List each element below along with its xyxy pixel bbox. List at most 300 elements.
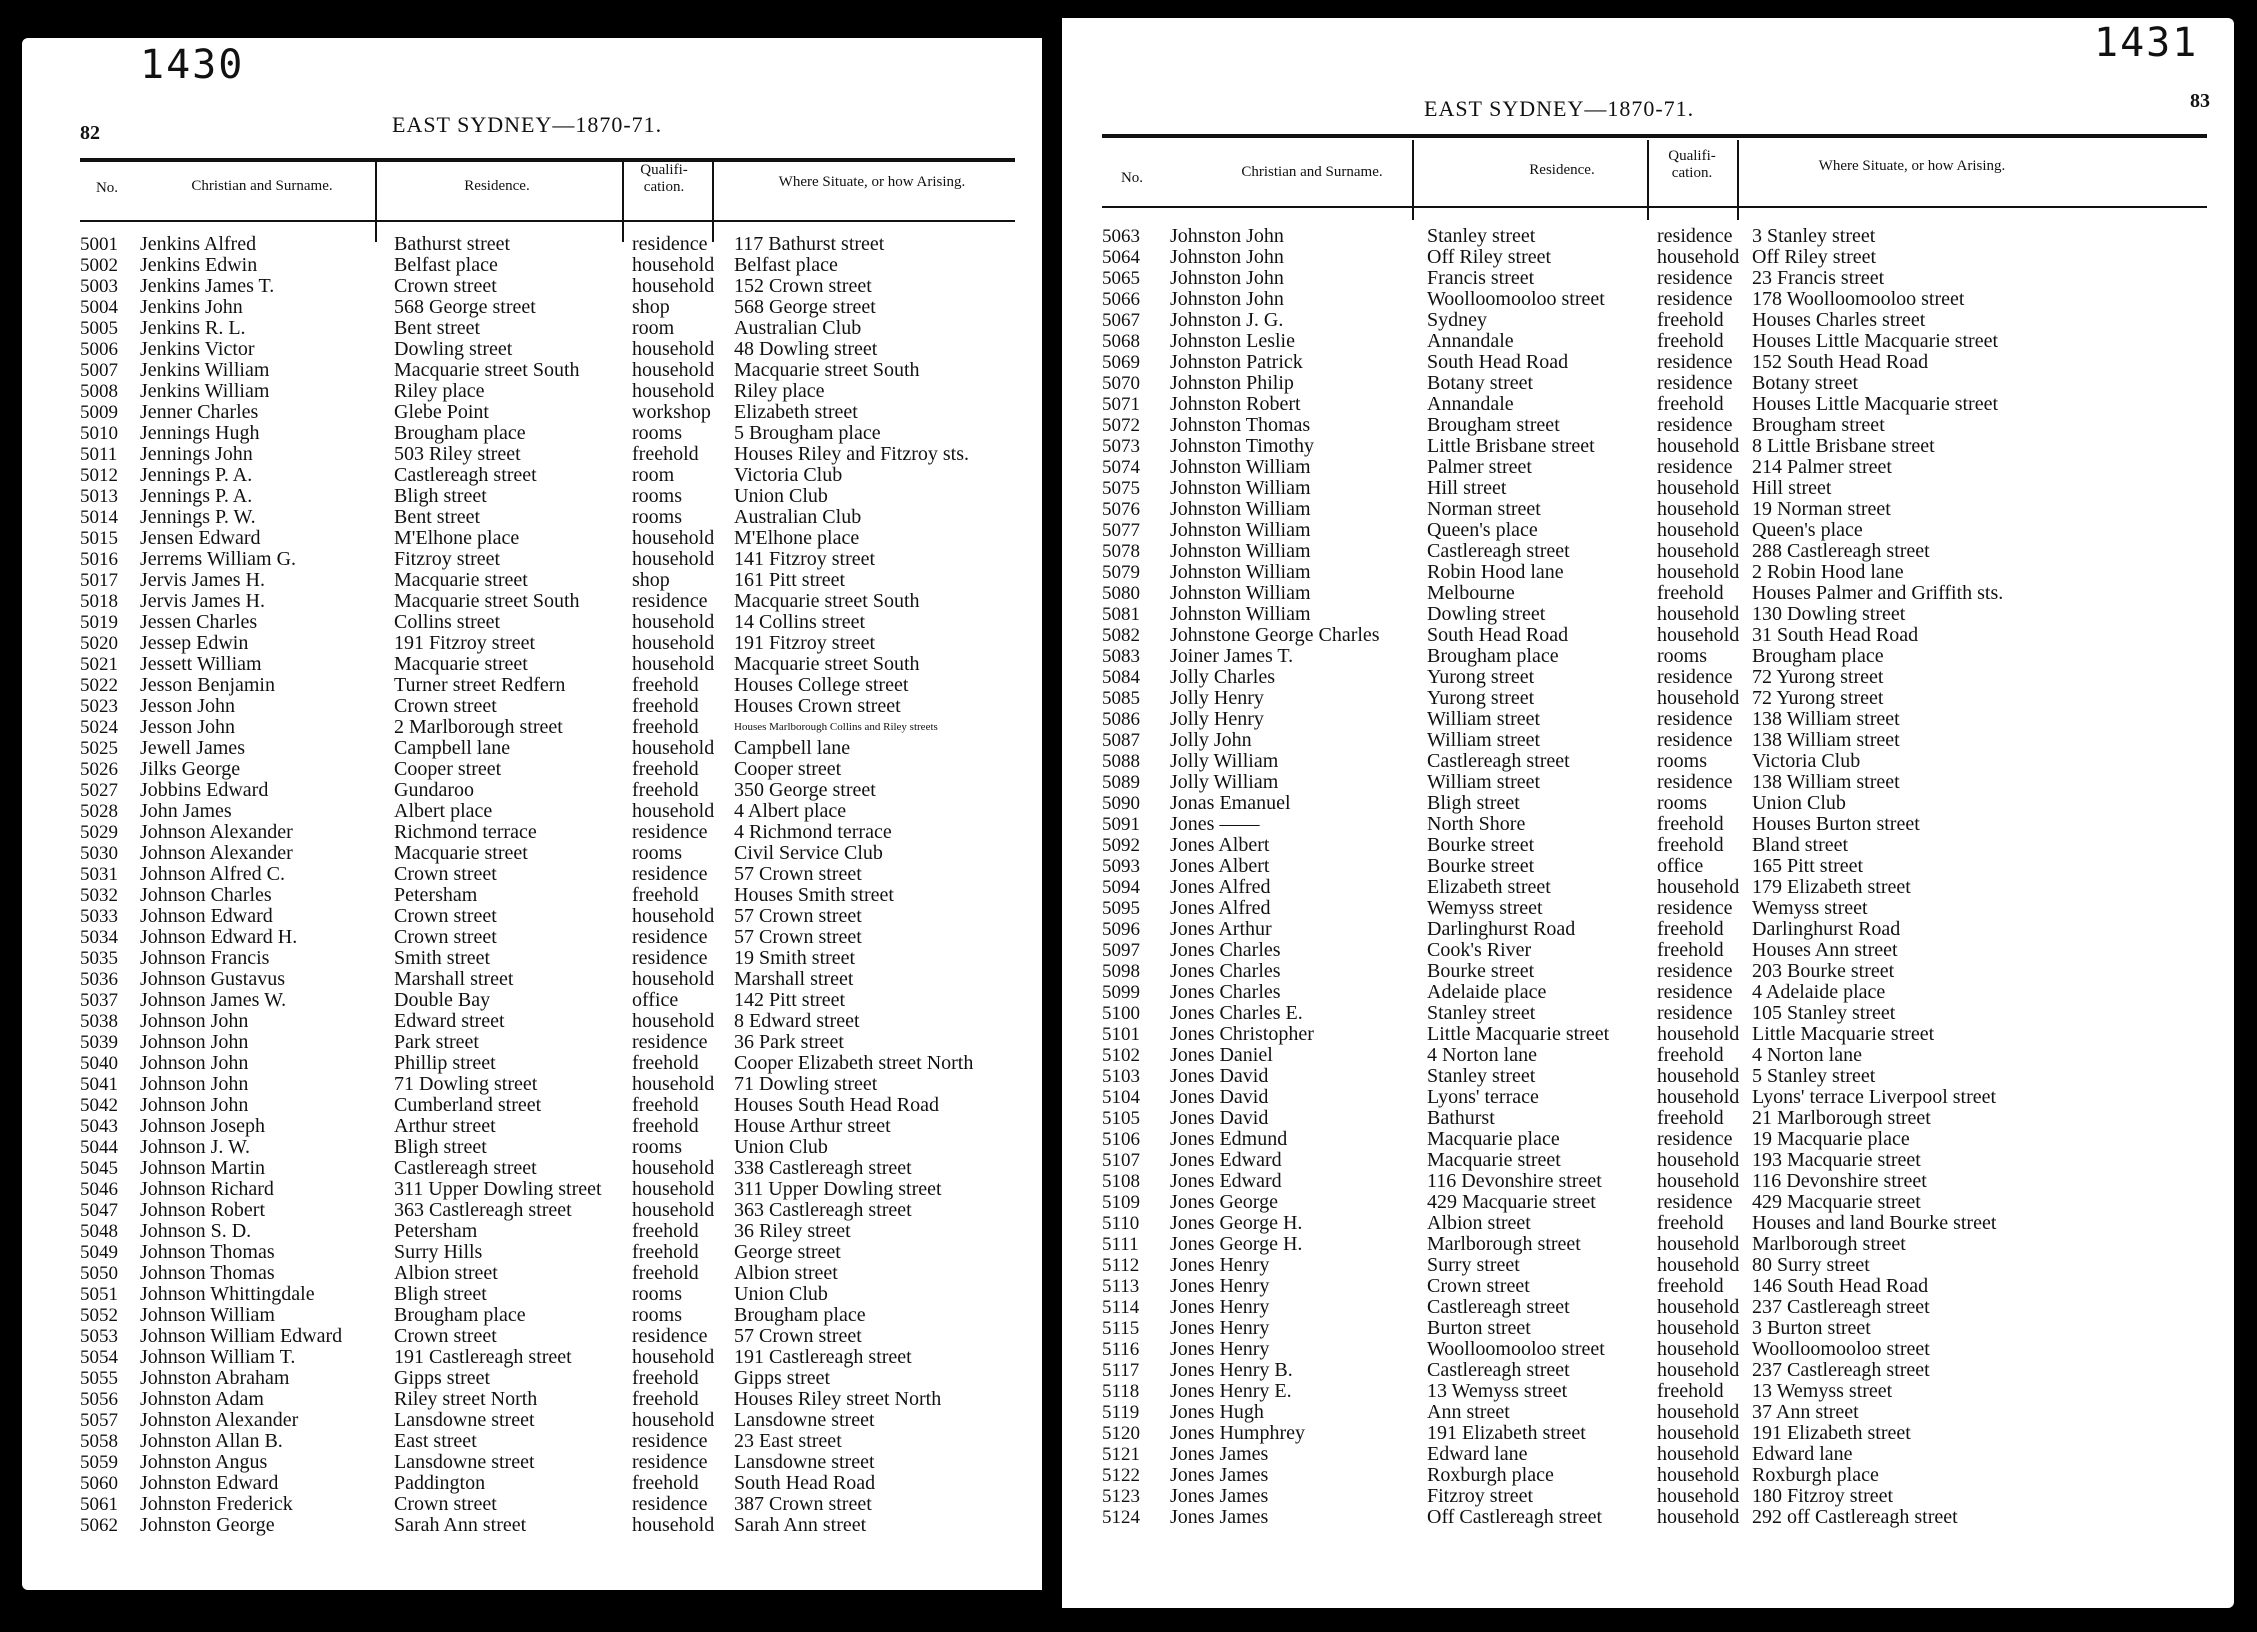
situation-cell: George street: [734, 1241, 841, 1263]
entry-number: 5080: [1102, 583, 1140, 604]
situation-cell: Houses and land Bourke street: [1752, 1212, 1997, 1234]
table-row: [22, 885, 1022, 906]
table-row: [22, 549, 1022, 570]
residence-cell: 71 Dowling street: [394, 1073, 538, 1095]
entry-number: 5029: [80, 822, 118, 843]
residence-cell: Riley street North: [394, 1388, 538, 1410]
entry-number: 5081: [1102, 604, 1140, 625]
entry-number: 5070: [1102, 373, 1140, 394]
elector-name: Jones James: [1170, 1485, 1269, 1507]
elector-name: Johnston William: [1170, 540, 1311, 562]
residence-cell: Brougham place: [394, 1304, 526, 1326]
qualification-cell: rooms: [632, 422, 682, 444]
qualification-cell: household: [632, 1199, 715, 1221]
entry-number: 5092: [1102, 835, 1140, 856]
entry-number: 5097: [1102, 940, 1140, 961]
table-row: [22, 843, 1022, 864]
qualification-cell: household: [1657, 1338, 1740, 1360]
situation-cell: 3 Burton street: [1752, 1317, 1871, 1339]
elector-name: Jilks George: [140, 758, 241, 780]
qualification-cell: household: [1657, 498, 1740, 520]
elector-name: Jolly William: [1170, 750, 1279, 772]
entry-number: 5027: [80, 780, 118, 801]
entry-number: 5042: [80, 1095, 118, 1116]
situation-cell: 71 Dowling street: [734, 1073, 878, 1095]
entry-number: 5116: [1102, 1339, 1140, 1360]
table-row: [22, 801, 1022, 822]
situation-cell: 203 Bourke street: [1752, 960, 1895, 982]
elector-name: Johnson Edward H.: [140, 926, 298, 948]
entry-number: 5083: [1102, 646, 1140, 667]
elector-name: Johnson Joseph: [140, 1115, 266, 1137]
entry-number: 5007: [80, 360, 118, 381]
elector-name: Jones Edward: [1170, 1149, 1282, 1171]
situation-cell: Hill street: [1752, 477, 1832, 499]
situation-cell: 19 Norman street: [1752, 498, 1891, 520]
table-row: [22, 1284, 1022, 1305]
elector-name: Jones George: [1170, 1191, 1278, 1213]
situation-cell: 105 Stanley street: [1752, 1002, 1896, 1024]
qualification-cell: residence: [1657, 288, 1733, 310]
entry-number: 5015: [80, 528, 118, 549]
residence-cell: Albert place: [394, 800, 493, 822]
residence-cell: Bligh street: [394, 1136, 487, 1158]
qualification-cell: household: [632, 905, 715, 927]
residence-cell: Macquarie street South: [394, 590, 580, 612]
elector-name: Johnson Martin: [140, 1157, 265, 1179]
entry-number: 5118: [1102, 1381, 1140, 1402]
elector-name: Johnson Francis: [140, 947, 270, 969]
residence-cell: 116 Devonshire street: [1427, 1170, 1602, 1192]
situation-cell: 48 Dowling street: [734, 338, 878, 360]
table-row: [22, 339, 1022, 360]
table-row: [22, 1326, 1022, 1347]
entry-number: 5074: [1102, 457, 1140, 478]
elector-name: Jessep Edwin: [140, 632, 249, 654]
table-row: [1062, 1297, 2222, 1318]
entry-number: 5089: [1102, 772, 1140, 793]
qualification-cell: household: [1657, 1296, 1740, 1318]
column-header-residence: Residence.: [464, 178, 530, 194]
elector-name: Johnson William: [140, 1304, 275, 1326]
elector-name: Jones David: [1170, 1107, 1269, 1129]
table-row: [1062, 856, 2222, 877]
entry-number: 5035: [80, 948, 118, 969]
qualification-cell: freehold: [1657, 330, 1724, 352]
entry-number: 5082: [1102, 625, 1140, 646]
qualification-cell: household: [632, 275, 715, 297]
entry-number: 5066: [1102, 289, 1140, 310]
qualification-cell: household: [1657, 561, 1740, 583]
entry-number: 5011: [80, 444, 118, 465]
entry-number: 5076: [1102, 499, 1140, 520]
qualification-cell: residence: [1657, 456, 1733, 478]
qualification-cell: household: [1657, 1506, 1740, 1528]
entry-number: 5117: [1102, 1360, 1140, 1381]
situation-cell: Queen's place: [1752, 519, 1863, 541]
entry-number: 5106: [1102, 1129, 1140, 1150]
residence-cell: Dowling street: [1427, 603, 1546, 625]
qualification-cell: household: [1657, 246, 1740, 268]
residence-cell: 191 Elizabeth street: [1427, 1422, 1586, 1444]
situation-cell: Victoria Club: [1752, 750, 1861, 772]
elector-name: Johnston William: [1170, 519, 1311, 541]
qualification-cell: freehold: [632, 758, 699, 780]
situation-cell: Victoria Club: [734, 464, 843, 486]
situation-cell: 237 Castlereagh street: [1752, 1296, 1930, 1318]
situation-cell: 142 Pitt street: [734, 989, 846, 1011]
elector-name: Jolly Henry: [1170, 687, 1264, 709]
entry-number: 5048: [80, 1221, 118, 1242]
situation-cell: 237 Castlereagh street: [1752, 1359, 1930, 1381]
qualification-cell: residence: [1657, 1191, 1733, 1213]
entry-number: 5124: [1102, 1507, 1140, 1528]
elector-name: Jones Henry: [1170, 1296, 1270, 1318]
elector-name: Jones David: [1170, 1086, 1269, 1108]
elector-name: Jenkins Edwin: [140, 254, 258, 276]
table-row: [22, 633, 1022, 654]
elector-name: Jones Henry B.: [1170, 1359, 1293, 1381]
qualification-cell: rooms: [632, 506, 682, 528]
elector-name: Johnston Abraham: [140, 1367, 290, 1389]
situation-cell: Houses Riley street North: [734, 1388, 942, 1410]
folio-number: 1430: [140, 42, 245, 88]
elector-name: Jones Charles: [1170, 960, 1281, 982]
situation-cell: Marlborough street: [1752, 1233, 1906, 1255]
table-row: [1062, 226, 2222, 247]
entry-number: 5105: [1102, 1108, 1140, 1129]
situation-cell: 57 Crown street: [734, 863, 862, 885]
elector-name: Johnston J. G.: [1170, 309, 1284, 331]
residence-cell: Elizabeth street: [1427, 876, 1551, 898]
situation-cell: 23 Francis street: [1752, 267, 1885, 289]
residence-cell: Burton street: [1427, 1317, 1531, 1339]
elector-name: Johnston William: [1170, 603, 1311, 625]
entry-number: 5069: [1102, 352, 1140, 373]
situation-cell: Union Club: [734, 485, 828, 507]
situation-cell: 72 Yurong street: [1752, 687, 1884, 709]
qualification-cell: household: [632, 548, 715, 570]
elector-name: Johnston Edward: [140, 1472, 279, 1494]
entry-number: 5098: [1102, 961, 1140, 982]
qualification-cell: residence: [632, 590, 708, 612]
situation-cell: Cooper Elizabeth street North: [734, 1052, 974, 1074]
table-row: [22, 1095, 1022, 1116]
qualification-cell: household: [1657, 1170, 1740, 1192]
qualification-cell: rooms: [632, 1304, 682, 1326]
qualification-cell: freehold: [632, 884, 699, 906]
entry-number: 5122: [1102, 1465, 1140, 1486]
situation-cell: Darlinghurst Road: [1752, 918, 1901, 940]
column-header-qualification: Qualifi-cation.: [1668, 148, 1716, 181]
table-row: [1062, 793, 2222, 814]
residence-cell: Macquarie street: [394, 653, 528, 675]
entry-number: 5065: [1102, 268, 1140, 289]
residence-cell: Brougham street: [1427, 414, 1560, 436]
situation-cell: Bland street: [1752, 834, 1849, 856]
situation-cell: Macquarie street South: [734, 653, 920, 675]
residence-cell: Glebe Point: [394, 401, 489, 423]
qualification-cell: household: [1657, 1254, 1740, 1276]
entry-number: 5003: [80, 276, 118, 297]
elector-name: Jessett William: [140, 653, 262, 675]
situation-cell: 363 Castlereagh street: [734, 1199, 912, 1221]
qualification-cell: residence: [1657, 666, 1733, 688]
situation-cell: Houses Marlborough Collins and Riley streets: [734, 721, 938, 733]
entry-number: 5050: [80, 1263, 118, 1284]
situation-cell: 31 South Head Road: [1752, 624, 1919, 646]
qualification-cell: household: [632, 1346, 715, 1368]
entry-number: 5058: [80, 1431, 118, 1452]
residence-cell: Albion street: [1427, 1212, 1531, 1234]
qualification-cell: rooms: [1657, 645, 1707, 667]
residence-cell: Brougham place: [394, 422, 526, 444]
situation-cell: Houses Charles street: [1752, 309, 1926, 331]
qualification-cell: residence: [632, 926, 708, 948]
residence-cell: 13 Wemyss street: [1427, 1380, 1568, 1402]
elector-name: Jennings P. A.: [140, 485, 253, 507]
elector-name: Jesson John: [140, 695, 236, 717]
residence-cell: Castlereagh street: [394, 464, 537, 486]
qualification-cell: household: [632, 968, 715, 990]
elector-name: Jones Charles: [1170, 939, 1281, 961]
qualification-cell: residence: [1657, 267, 1733, 289]
entry-number: 5090: [1102, 793, 1140, 814]
situation-cell: 116 Devonshire street: [1752, 1170, 1927, 1192]
entry-number: 5112: [1102, 1255, 1140, 1276]
qualification-cell: household: [1657, 1401, 1740, 1423]
residence-cell: 311 Upper Dowling street: [394, 1178, 602, 1200]
residence-cell: Melbourne: [1427, 582, 1515, 604]
residence-cell: Cook's River: [1427, 939, 1532, 961]
residence-cell: Fitzroy street: [1427, 1485, 1534, 1507]
elector-name: Johnston William: [1170, 582, 1311, 604]
qualification-cell: shop: [632, 296, 670, 318]
residence-cell: Bourke street: [1427, 834, 1535, 856]
elector-name: Jenkins James T.: [140, 275, 275, 297]
table-row: [1062, 877, 2222, 898]
qualification-cell: residence: [1657, 1128, 1733, 1150]
elector-name: Jennings Hugh: [140, 422, 260, 444]
residence-cell: Crown street: [394, 863, 497, 885]
qualification-cell: residence: [1657, 771, 1733, 793]
qualification-cell: office: [1657, 855, 1704, 877]
qualification-cell: freehold: [1657, 1107, 1724, 1129]
situation-cell: 568 George street: [734, 296, 876, 318]
residence-cell: Cooper street: [394, 758, 502, 780]
residence-cell: Cumberland street: [394, 1094, 542, 1116]
elector-name: Johnston Adam: [140, 1388, 264, 1410]
residence-cell: Castlereagh street: [1427, 1296, 1570, 1318]
entry-number: 5005: [80, 318, 118, 339]
table-row: [1062, 1444, 2222, 1465]
elector-name: Johnson John: [140, 1073, 249, 1095]
table-row: [1062, 310, 2222, 331]
elector-name: Jones James: [1170, 1464, 1269, 1486]
elector-name: Johnston William: [1170, 498, 1311, 520]
qualification-cell: household: [632, 527, 715, 549]
situation-cell: Campbell lane: [734, 737, 851, 759]
qualification-cell: freehold: [1657, 1044, 1724, 1066]
residence-cell: South Head Road: [1427, 624, 1569, 646]
situation-cell: Albion street: [734, 1262, 838, 1284]
residence-cell: Gipps street: [394, 1367, 491, 1389]
residence-cell: Arthur street: [394, 1115, 496, 1137]
situation-cell: Botany street: [1752, 372, 1859, 394]
entry-number: 5010: [80, 423, 118, 444]
situation-cell: Houses Ann street: [1752, 939, 1898, 961]
table-row: [1062, 982, 2222, 1003]
elector-name: Johnston Patrick: [1170, 351, 1303, 373]
qualification-cell: household: [1657, 1464, 1740, 1486]
elector-name: Jervis James H.: [140, 590, 265, 612]
qualification-cell: residence: [632, 1430, 708, 1452]
entry-number: 5047: [80, 1200, 118, 1221]
table-row: [1062, 499, 2222, 520]
entry-number: 5046: [80, 1179, 118, 1200]
table-row: [22, 738, 1022, 759]
entry-number: 5024: [80, 717, 118, 738]
entry-number: 5028: [80, 801, 118, 822]
residence-cell: Yurong street: [1427, 666, 1535, 688]
situation-cell: 19 Smith street: [734, 947, 856, 969]
header-top-rule: [1102, 134, 2207, 138]
situation-cell: 36 Riley street: [734, 1220, 851, 1242]
column-header-no: No.: [95, 180, 119, 196]
residence-cell: Dowling street: [394, 338, 513, 360]
column-header-name: Christian and Surname.: [191, 178, 333, 194]
elector-name: Johnson Robert: [140, 1199, 265, 1221]
table-row: [22, 1431, 1022, 1452]
situation-cell: 4 Albert place: [734, 800, 847, 822]
entry-number: 5012: [80, 465, 118, 486]
situation-cell: Edward lane: [1752, 1443, 1853, 1465]
residence-cell: South Head Road: [1427, 351, 1569, 373]
situation-cell: Brougham place: [734, 1304, 866, 1326]
table-row: [22, 717, 1022, 738]
table-row: [22, 822, 1022, 843]
situation-cell: South Head Road: [734, 1472, 876, 1494]
table-row: [22, 780, 1022, 801]
qualification-cell: household: [632, 1409, 715, 1431]
table-row: [1062, 268, 2222, 289]
entry-number: 5019: [80, 612, 118, 633]
situation-cell: Marshall street: [734, 968, 854, 990]
residence-cell: 2 Marlborough street: [394, 716, 563, 738]
residence-cell: Francis street: [1427, 267, 1535, 289]
residence-cell: Annandale: [1427, 393, 1514, 415]
residence-cell: Albion street: [394, 1262, 498, 1284]
situation-cell: 191 Fitzroy street: [734, 632, 876, 654]
elector-name: Jones Albert: [1170, 834, 1270, 856]
entry-number: 5023: [80, 696, 118, 717]
situation-cell: 165 Pitt street: [1752, 855, 1864, 877]
residence-cell: Bourke street: [1427, 855, 1535, 877]
situation-cell: 292 off Castlereagh street: [1752, 1506, 1958, 1528]
table-row: [1062, 835, 2222, 856]
table-row: [1062, 1318, 2222, 1339]
qualification-cell: freehold: [632, 1094, 699, 1116]
elector-name: Johnston George: [140, 1514, 275, 1536]
elector-name: Johnston Leslie: [1170, 330, 1295, 352]
table-row: [22, 759, 1022, 780]
qualification-cell: household: [1657, 477, 1740, 499]
residence-cell: 191 Castlereagh street: [394, 1346, 572, 1368]
running-title: EAST SYDNEY—1870-71.: [392, 112, 663, 137]
entry-number: 5120: [1102, 1423, 1140, 1444]
entry-number: 5049: [80, 1242, 118, 1263]
entry-number: 5087: [1102, 730, 1140, 751]
situation-cell: 57 Crown street: [734, 926, 862, 948]
table-row: [22, 1305, 1022, 1326]
residence-cell: Castlereagh street: [1427, 750, 1570, 772]
qualification-cell: room: [632, 464, 675, 486]
table-row: [1062, 394, 2222, 415]
entry-number: 5026: [80, 759, 118, 780]
entry-number: 5075: [1102, 478, 1140, 499]
elector-name: Jenkins Alfred: [140, 233, 257, 255]
residence-cell: Stanley street: [1427, 225, 1536, 247]
elector-name: Jennings John: [140, 443, 253, 465]
qualification-cell: residence: [632, 1325, 708, 1347]
table-row: [22, 465, 1022, 486]
entry-number: 5095: [1102, 898, 1140, 919]
situation-cell: Roxburgh place: [1752, 1464, 1879, 1486]
qualification-cell: freehold: [1657, 309, 1724, 331]
table-row: [22, 402, 1022, 423]
residence-cell: 429 Macquarie street: [1427, 1191, 1596, 1213]
entry-number: 5061: [80, 1494, 118, 1515]
table-row: [1062, 1171, 2222, 1192]
qualification-cell: rooms: [632, 1136, 682, 1158]
situation-cell: Union Club: [734, 1136, 828, 1158]
qualification-cell: residence: [632, 233, 708, 255]
qualification-cell: residence: [632, 1493, 708, 1515]
entry-number: 5006: [80, 339, 118, 360]
table-row: [22, 1032, 1022, 1053]
qualification-cell: freehold: [632, 1052, 699, 1074]
qualification-cell: freehold: [1657, 834, 1724, 856]
situation-cell: Houses South Head Road: [734, 1094, 939, 1116]
entry-number: 5033: [80, 906, 118, 927]
entry-number: 5008: [80, 381, 118, 402]
residence-cell: Riley place: [394, 380, 485, 402]
entry-number: 5101: [1102, 1024, 1140, 1045]
table-row: [1062, 1213, 2222, 1234]
residence-cell: Roxburgh place: [1427, 1464, 1554, 1486]
table-row: [22, 1053, 1022, 1074]
situation-cell: Belfast place: [734, 254, 838, 276]
qualification-cell: household: [1657, 1149, 1740, 1171]
elector-name: Jones Hugh: [1170, 1401, 1264, 1423]
elector-name: Jewell James: [140, 737, 245, 759]
qualification-cell: household: [1657, 1065, 1740, 1087]
table-row: [22, 1158, 1022, 1179]
residence-cell: Darlinghurst Road: [1427, 918, 1576, 940]
table-row: [1062, 1255, 2222, 1276]
entry-number: 5123: [1102, 1486, 1140, 1507]
table-row: [1062, 1003, 2222, 1024]
table-row: [22, 255, 1022, 276]
elector-name: Jones Humphrey: [1170, 1422, 1305, 1444]
residence-cell: Yurong street: [1427, 687, 1535, 709]
elector-name: Jones James: [1170, 1506, 1269, 1528]
elector-name: Johnson John: [140, 1094, 249, 1116]
residence-cell: Little Macquarie street: [1427, 1023, 1610, 1045]
residence-cell: William street: [1427, 729, 1541, 751]
qualification-cell: freehold: [1657, 813, 1724, 835]
residence-cell: Campbell lane: [394, 737, 511, 759]
